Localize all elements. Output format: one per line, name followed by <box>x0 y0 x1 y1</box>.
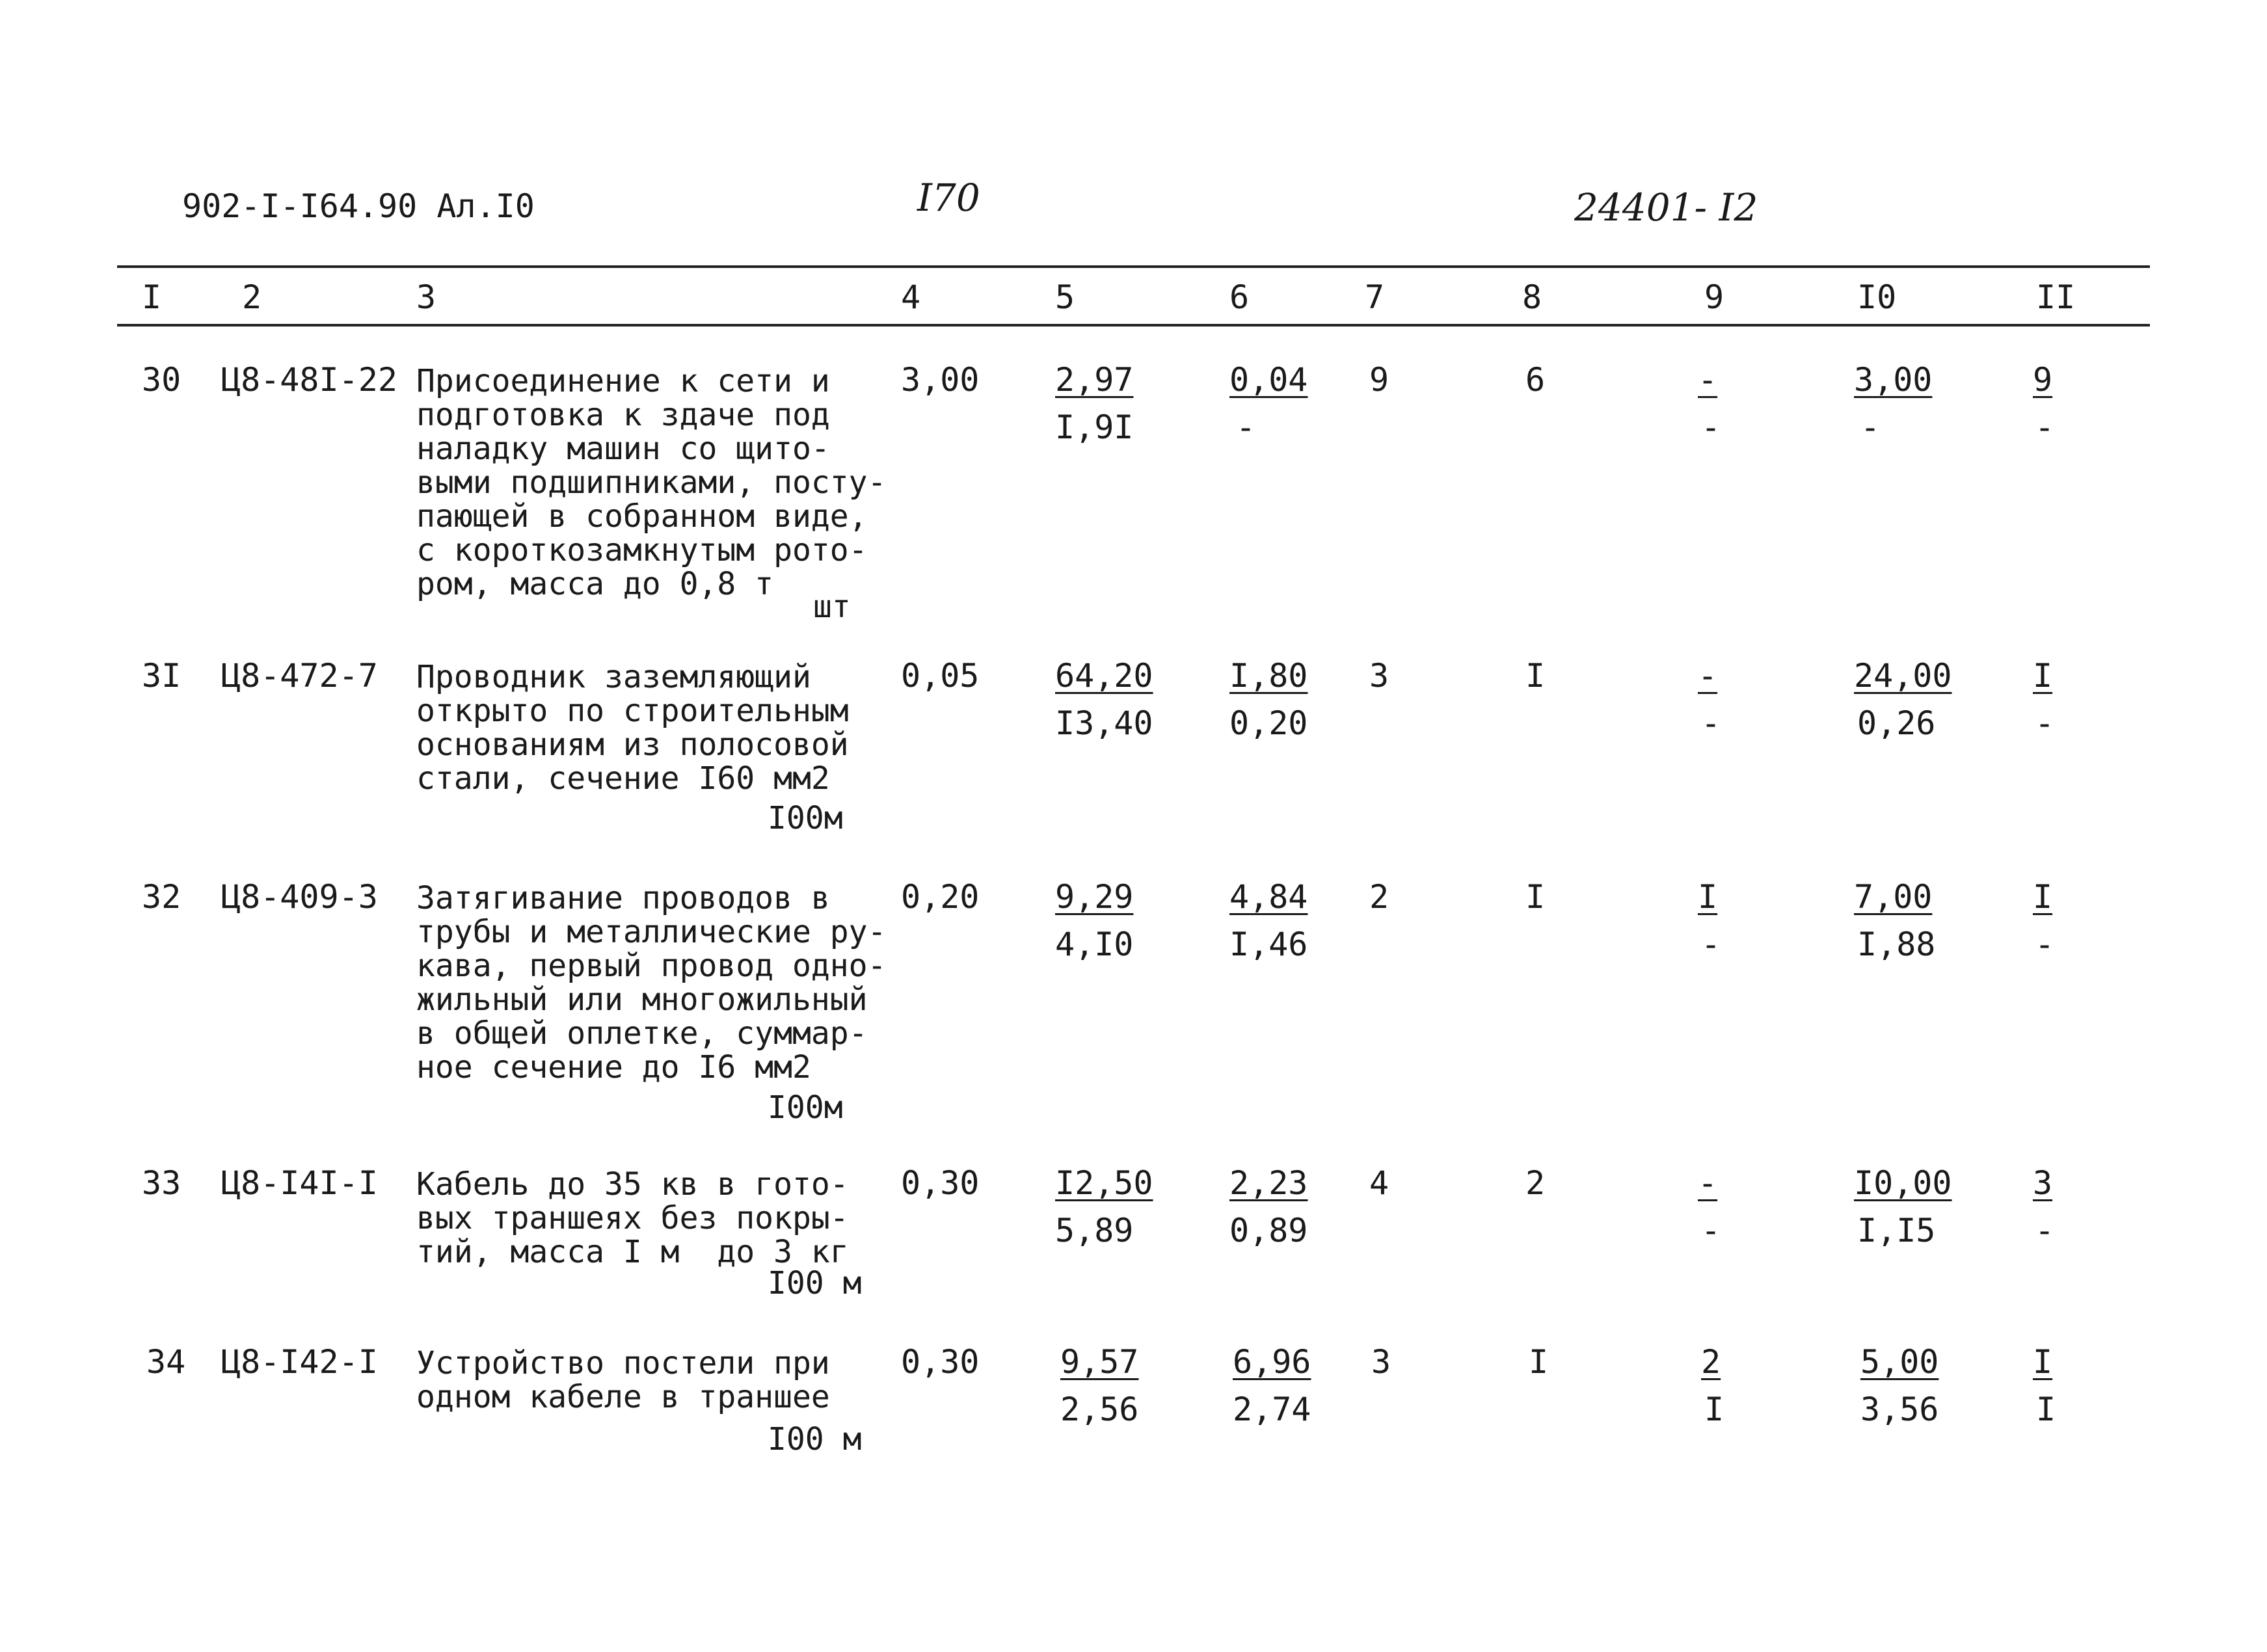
col11-bottom: I <box>2036 1391 2056 1428</box>
column-header: 9 <box>1704 278 1724 316</box>
col10-top: 5,00 <box>1860 1343 1939 1381</box>
rate-code: Ц8-I42-I <box>221 1343 378 1381</box>
col10-top: I0,00 <box>1854 1164 1952 1202</box>
row-number: 32 <box>142 878 181 916</box>
col6-top: 2,23 <box>1229 1164 1308 1202</box>
project-number: 24401- I2 <box>1574 185 1758 230</box>
work-description: Кабель до 35 кв в гото- вых траншеях без покры- тий, масса I м до 3 кг <box>416 1166 849 1270</box>
col11-top: I <box>2033 657 2053 695</box>
measure-unit: шт <box>813 589 851 625</box>
quantity: 3,00 <box>901 361 980 399</box>
col5-bottom: I3,40 <box>1055 704 1153 742</box>
work-description: Затягивание проводов в трубы и металлические ру- кава, первый провод одно- жильный или многожильный в общей оплетке, суммар- ное сечение до I6 мм2 <box>416 880 887 1086</box>
col10-bottom: - <box>1860 408 1881 446</box>
col5-bottom: 4,I0 <box>1055 926 1134 963</box>
col5-bottom: 5,89 <box>1055 1212 1134 1249</box>
col9-top: - <box>1698 361 1718 399</box>
work-description: Присоединение к сети и подготовка к здаче под наладку машин со щито- выми подшипниками, посту- пающей в собранном виде, с короткозамкнутым рото- ром, масса до 0,8 т <box>416 363 887 602</box>
col5-top: 2,97 <box>1055 361 1134 399</box>
column-header: II <box>2036 278 2076 316</box>
column-header: I <box>142 278 162 316</box>
column-header: 5 <box>1055 278 1075 316</box>
col6-bottom: 0,89 <box>1229 1212 1308 1249</box>
col7-value: 3 <box>1369 657 1389 695</box>
rate-code: Ц8-472-7 <box>221 657 378 695</box>
quantity: 0,30 <box>901 1164 980 1202</box>
page-number: I70 <box>917 176 980 220</box>
col10-top: 7,00 <box>1854 878 1933 916</box>
work-description: Устройство постели при одном кабеле в траншее <box>416 1345 830 1415</box>
col10-bottom: I,88 <box>1857 926 1936 963</box>
table-header-rule <box>117 324 2150 326</box>
col9-bottom: - <box>1701 926 1721 963</box>
col7-value: 2 <box>1369 878 1389 916</box>
col10-top: 24,00 <box>1854 657 1952 695</box>
col6-top: 0,04 <box>1229 361 1308 399</box>
work-description: Проводник заземляющий открыто по строительным основаниям из полосовой стали, сечение I60 мм2 <box>416 659 849 797</box>
quantity: 0,30 <box>901 1343 980 1381</box>
col7-value: 3 <box>1371 1343 1391 1381</box>
row-number: 3I <box>142 657 181 695</box>
col7-value: 9 <box>1369 361 1389 399</box>
col8-value: I <box>1525 657 1546 695</box>
column-header: 8 <box>1522 278 1542 316</box>
col6-top: I,80 <box>1229 657 1308 695</box>
col6-bottom: - <box>1236 408 1256 446</box>
row-number: 30 <box>142 361 181 399</box>
col11-top: I <box>2033 878 2053 916</box>
column-header: 3 <box>416 278 436 316</box>
col9-bottom: - <box>1701 408 1721 446</box>
col10-bottom: 3,56 <box>1860 1391 1939 1428</box>
col5-bottom: 2,56 <box>1060 1391 1139 1428</box>
col9-bottom: - <box>1701 1212 1721 1249</box>
column-header: 7 <box>1365 278 1385 316</box>
table-top-rule <box>117 265 2150 268</box>
column-header: 2 <box>242 278 262 316</box>
col11-top: 3 <box>2033 1164 2053 1202</box>
rate-code: Ц8-48I-22 <box>221 361 397 399</box>
document-code: 902-I-I64.90 Ал.I0 <box>182 187 535 225</box>
row-number: 33 <box>142 1164 181 1202</box>
measure-unit: I00 м <box>768 1265 862 1301</box>
col11-bottom: - <box>2035 704 2055 742</box>
col10-top: 3,00 <box>1854 361 1933 399</box>
col5-top: 9,29 <box>1055 878 1134 916</box>
col11-bottom: - <box>2035 1212 2055 1249</box>
col10-bottom: 0,26 <box>1857 704 1936 742</box>
col6-bottom: 0,20 <box>1229 704 1308 742</box>
col8-value: I <box>1525 878 1546 916</box>
col9-top: - <box>1698 657 1718 695</box>
rate-code: Ц8-I4I-I <box>221 1164 378 1202</box>
col9-top: - <box>1698 1164 1718 1202</box>
col6-top: 4,84 <box>1229 878 1308 916</box>
col9-bottom: I <box>1704 1391 1724 1428</box>
row-number: 34 <box>146 1343 186 1381</box>
measure-unit: I00м <box>768 800 843 836</box>
col7-value: 4 <box>1369 1164 1389 1202</box>
col6-top: 6,96 <box>1233 1343 1311 1381</box>
col5-top: 9,57 <box>1060 1343 1139 1381</box>
column-header: I0 <box>1857 278 1897 316</box>
column-header: 6 <box>1229 278 1250 316</box>
col5-top: 64,20 <box>1055 657 1153 695</box>
measure-unit: I00м <box>768 1089 843 1126</box>
col9-top: 2 <box>1701 1343 1721 1381</box>
col10-bottom: I,I5 <box>1857 1212 1936 1249</box>
rate-code: Ц8-409-3 <box>221 878 378 916</box>
col9-bottom: - <box>1701 704 1721 742</box>
col5-top: I2,50 <box>1055 1164 1153 1202</box>
col8-value: I <box>1529 1343 1549 1381</box>
col11-top: 9 <box>2033 361 2053 399</box>
col11-bottom: - <box>2035 926 2055 963</box>
quantity: 0,05 <box>901 657 980 695</box>
col11-top: I <box>2033 1343 2053 1381</box>
col5-bottom: I,9I <box>1055 408 1134 446</box>
quantity: 0,20 <box>901 878 980 916</box>
col6-bottom: I,46 <box>1229 926 1308 963</box>
col9-top: I <box>1698 878 1718 916</box>
measure-unit: I00 м <box>768 1421 862 1458</box>
col8-value: 2 <box>1525 1164 1546 1202</box>
col6-bottom: 2,74 <box>1233 1391 1311 1428</box>
column-header: 4 <box>901 278 921 316</box>
col8-value: 6 <box>1525 361 1546 399</box>
col11-bottom: - <box>2035 408 2055 446</box>
